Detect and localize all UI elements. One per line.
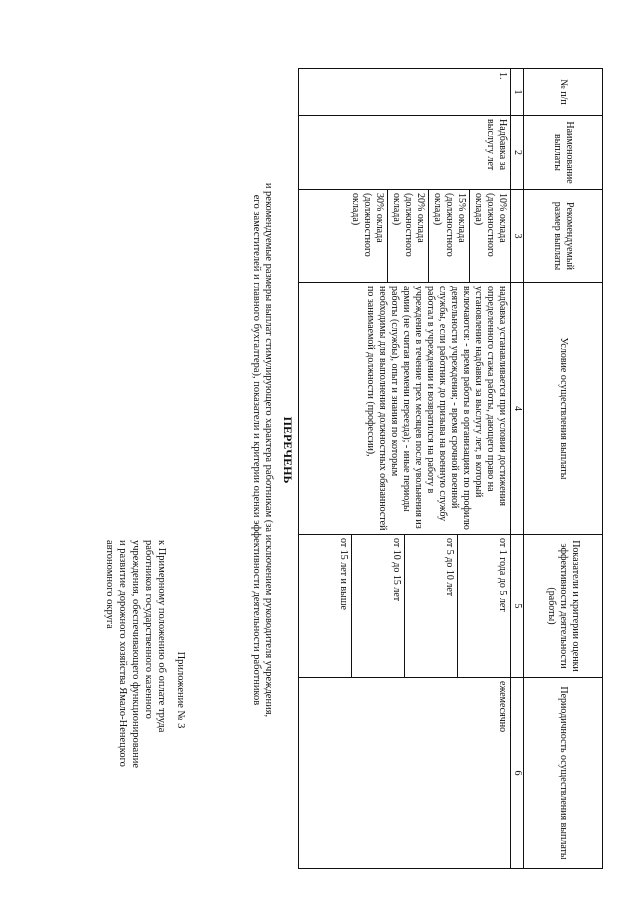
amount-value: 20% оклада (должностного оклада): [390, 190, 429, 282]
criteria-value: от 15 лет и выше: [301, 535, 352, 677]
appendix-line: к Примерному положению об оплате труда: [156, 540, 167, 733]
amount-value: 30% оклада (должностного оклада): [349, 190, 388, 282]
document-title: ПЕРЕЧЕНЬ: [281, 416, 295, 484]
subtitle-line: и рекомендуемые размеры выплат стимулирующего характера работникам (за исключением руководителя учреждения,: [263, 182, 274, 718]
header-cell-criteria: Показатели и критерии оценки эффективности деятельности (работы): [524, 535, 603, 678]
subtitle-line: его заместителей и главного бухгалтера), показатели и критерии оценки эффективности деятельности работников: [251, 194, 262, 706]
column-number: 6: [511, 678, 524, 869]
appendix-line: учреждения, обеспечивающего функционирование: [130, 540, 141, 769]
criteria-cell: [299, 535, 511, 678]
header-cell-number: № п/п: [524, 69, 603, 116]
row-number: 1.: [299, 69, 511, 116]
payment-name: Надбавка за выслугу лет: [299, 116, 511, 190]
payments-table: [298, 68, 603, 869]
criteria-value: от 5 до 10 лет: [407, 535, 458, 677]
column-number: 4: [511, 283, 524, 535]
column-number-row: [511, 69, 524, 869]
header-cell-condition: Условие осуществления выплаты: [524, 283, 603, 535]
column-number: 1: [511, 69, 524, 116]
header-cell-periodicity: Периодичность осуществления выплаты: [524, 678, 603, 869]
condition-text: надбавка устанавливается при условии достижения определенного стажа работы, дающего право на установление надбавки за выслугу лет, в который включаются: - время работы в организациях по профилю деятельности учреждения; - время срочной военной службы, если работник до призыва на военную службу работал в учреждении и возвратился на работу в учреждение в течение трех месяцев после увольнения из армии (не считая времени переезда); - иные периоды работы (службы), опыт и знания по которым необходимы для выполнения должностных обязанностей по занимаемой должности (профессии),: [299, 283, 511, 535]
appendix-line: и развитие дорожного хозяйства Ямало-Ненецкого: [117, 540, 128, 767]
appendix-title: Приложение № 3: [175, 651, 186, 729]
appendix-line: автономного округа: [104, 540, 115, 629]
column-number: 3: [511, 190, 524, 283]
document-subtitle: [250, 40, 274, 860]
criteria-value: от 10 до 15 лет: [354, 535, 405, 677]
appendix-line: работников государственного казенного: [143, 540, 154, 719]
column-number: 2: [511, 116, 524, 190]
table-row: [299, 69, 511, 869]
header-cell-amount: Рекомендуемый размер выплаты: [524, 190, 603, 283]
criteria-value: от 1 года до 5 лет: [497, 538, 508, 612]
amount-value: 10% оклада (должностного оклада): [473, 193, 508, 257]
periodicity-value: ежемесячно: [299, 678, 511, 869]
column-number: 5: [511, 535, 524, 678]
amount-value: 15% оклада (должностного оклада): [431, 190, 470, 282]
amount-cell: [299, 190, 511, 283]
appendix-header: [103, 540, 187, 840]
header-cell-name: Наименование выплаты: [524, 116, 603, 190]
